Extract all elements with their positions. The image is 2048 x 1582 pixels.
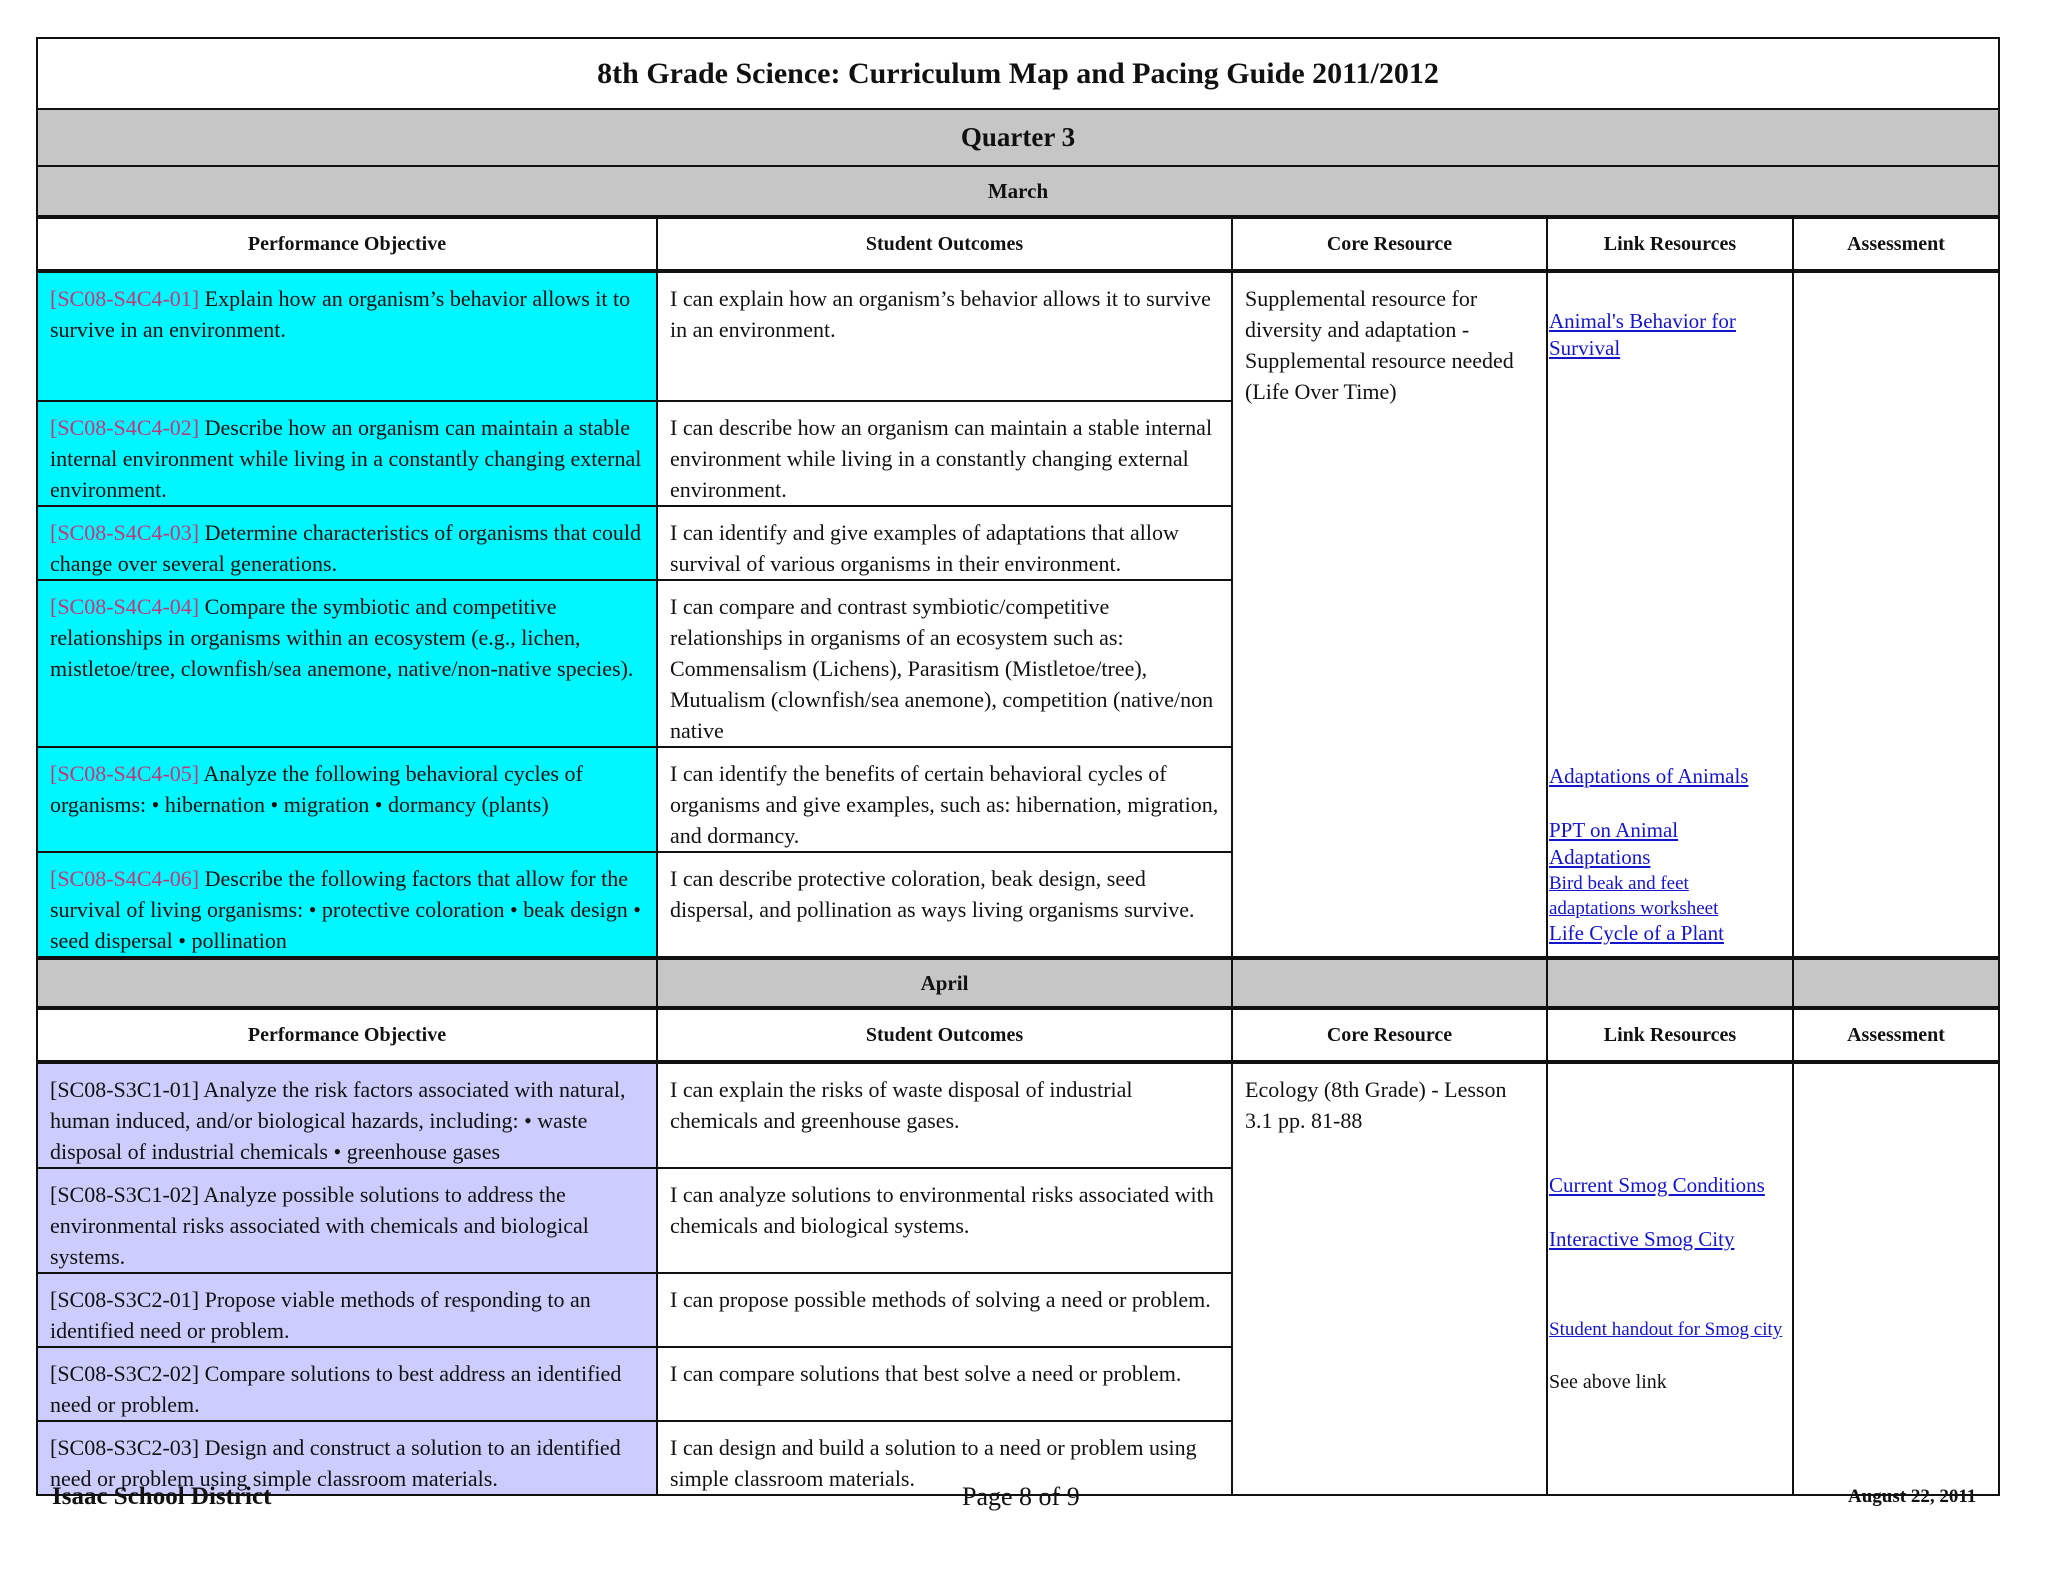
objective-code: [SC08-S4C4-01] bbox=[50, 286, 200, 311]
footer-page-number: Page 8 of 9 bbox=[962, 1482, 1080, 1511]
objective-cell bbox=[37, 852, 657, 958]
header-student-outcomes: Student Outcomes bbox=[657, 1008, 1232, 1062]
objective-text: Describe how an organism can maintain a stable internal environment while living in a constantly changing external environment. bbox=[50, 415, 642, 502]
header-performance-objective: Performance Objective bbox=[37, 1008, 657, 1062]
column-header-row bbox=[37, 217, 1999, 271]
month-heading-march: March bbox=[37, 166, 1999, 217]
header-performance-objective: Performance Objective bbox=[37, 217, 657, 271]
curriculum-table bbox=[36, 37, 2000, 1496]
outcome-cell: I can identify and give examples of adaptations that allow survival of various organisms in their environment. bbox=[657, 506, 1232, 580]
column-header-row bbox=[37, 1008, 1999, 1062]
link-student-handout-smog[interactable]: Student handout for Smog city bbox=[1549, 1319, 1783, 1340]
objective-cell bbox=[37, 747, 657, 852]
header-student-outcomes: Student Outcomes bbox=[657, 217, 1232, 271]
quarter-heading: Quarter 3 bbox=[37, 109, 1999, 166]
outcome-cell: I can analyze solutions to environmental risks associated with chemicals and biological systems. bbox=[657, 1168, 1232, 1273]
curriculum-sheet bbox=[36, 37, 1998, 1496]
objective-cell: [SC08-S3C2-03] Design and construct a solution to an identified need or problem using simple classroom materials. bbox=[37, 1421, 657, 1495]
link-adaptations-of-animals[interactable]: Adaptations of Animals bbox=[1549, 764, 1749, 788]
outcome-cell: I can design and build a solution to a need or problem using simple classroom materials. bbox=[657, 1421, 1232, 1495]
outcome-cell: I can explain how an organism’s behavior allows it to survive in an environment. bbox=[657, 271, 1232, 401]
objective-cell: [SC08-S3C2-01] Propose viable methods of responding to an identified need or problem. bbox=[37, 1273, 657, 1347]
link-interactive-smog-city[interactable]: Interactive Smog City bbox=[1549, 1227, 1735, 1251]
objective-text: Determine characteristics of organisms that could change over several generations. bbox=[50, 520, 642, 576]
outcome-cell: I can explain the risks of waste disposal of industrial chemicals and greenhouse gases. bbox=[657, 1062, 1232, 1168]
link-resources-april bbox=[1547, 1062, 1793, 1495]
link-ppt-animal-adaptations[interactable]: PPT on Animal Adaptations bbox=[1549, 818, 1679, 869]
header-core-resource: Core Resource bbox=[1232, 1008, 1547, 1062]
objective-cell bbox=[37, 506, 657, 580]
outcome-cell: I can compare and contrast symbiotic/competitive relationships in organisms of an ecosystem such as: Commensalism (Lichens), Parasitism (Mistletoe/tree), Mutualism (clownfish/sea anemone), competition (native/non native bbox=[657, 580, 1232, 747]
table-row bbox=[37, 271, 1999, 401]
outcome-cell: I can propose possible methods of solving a need or problem. bbox=[657, 1273, 1232, 1347]
month-bar-april bbox=[37, 958, 1999, 1008]
objective-text: Explain how an organism’s behavior allows it to survive in an environment. bbox=[50, 286, 631, 342]
objective-cell bbox=[37, 401, 657, 506]
header-link-resources: Link Resources bbox=[1547, 1008, 1793, 1062]
outcome-cell: I can compare solutions that best solve a need or problem. bbox=[657, 1347, 1232, 1421]
objective-code: [SC08-S4C4-06] bbox=[50, 866, 200, 891]
objective-code: [SC08-S4C4-04] bbox=[50, 594, 200, 619]
link-bird-beak-worksheet[interactable]: Bird beak and feet adaptations worksheet bbox=[1549, 873, 1719, 919]
link-current-smog-conditions[interactable]: Current Smog Conditions bbox=[1549, 1173, 1765, 1197]
page-title: 8th Grade Science: Curriculum Map and Pacing Guide 2011/2012 bbox=[37, 38, 1999, 109]
objective-cell: [SC08-S3C2-02] Compare solutions to best address an identified need or problem. bbox=[37, 1347, 657, 1421]
link-animals-behavior[interactable]: Animal's Behavior for Survival bbox=[1549, 309, 1736, 360]
footer-district: Isaac School District bbox=[52, 1483, 272, 1510]
see-above-note: See above link bbox=[1549, 1371, 1667, 1393]
table-row bbox=[37, 1062, 1999, 1168]
outcome-cell: I can identify the benefits of certain behavioral cycles of organisms and give examples, such as: hibernation, migration, and dormancy. bbox=[657, 747, 1232, 852]
objective-code: [SC08-S4C4-03] bbox=[50, 520, 200, 545]
outcome-cell: I can describe protective coloration, beak design, seed dispersal, and pollination as ways living organisms survive. bbox=[657, 852, 1232, 958]
outcome-cell: I can describe how an organism can maintain a stable internal environment while living in a constantly changing external environment. bbox=[657, 401, 1232, 506]
objective-cell bbox=[37, 271, 657, 401]
header-assessment: Assessment bbox=[1793, 217, 1999, 271]
link-life-cycle-plant[interactable]: Life Cycle of a Plant bbox=[1549, 921, 1724, 945]
objective-text: Describe the following factors that allow for the survival of living organisms: • protective coloration • beak design • seed dispersal • pollination bbox=[50, 866, 641, 953]
header-core-resource: Core Resource bbox=[1232, 217, 1547, 271]
month-heading-april: April bbox=[657, 958, 1232, 1008]
header-assessment: Assessment bbox=[1793, 1008, 1999, 1062]
objective-code: [SC08-S4C4-05] bbox=[50, 761, 200, 786]
assessment-march bbox=[1793, 271, 1999, 958]
objective-text: Compare the symbiotic and competitive relationships in organisms within an ecosystem (e.g., lichen, mistletoe/tree, clownfish/sea anemone, native/non-native species). bbox=[50, 594, 634, 681]
core-resource-april: Ecology (8th Grade) - Lesson 3.1 pp. 81-88 bbox=[1232, 1062, 1547, 1495]
assessment-april bbox=[1793, 1062, 1999, 1495]
objective-cell: [SC08-S3C1-01] Analyze the risk factors associated with natural, human induced, and/or biological hazards, including: • waste disposal of industrial chemicals • greenhouse gases bbox=[37, 1062, 657, 1168]
header-link-resources: Link Resources bbox=[1547, 217, 1793, 271]
link-resources-march bbox=[1547, 271, 1793, 958]
objective-cell: [SC08-S3C1-02] Analyze possible solutions to address the environmental risks associated with chemicals and biological systems. bbox=[37, 1168, 657, 1273]
objective-cell bbox=[37, 580, 657, 747]
objective-code: [SC08-S4C4-02] bbox=[50, 415, 200, 440]
objective-text: Analyze the following behavioral cycles of organisms: • hibernation • migration • dormancy (plants) bbox=[50, 761, 583, 817]
footer-date: August 22, 2011 bbox=[1848, 1486, 1977, 1507]
core-resource-march: Supplemental resource for diversity and adaptation - Supplemental resource needed (Life Over Time) bbox=[1232, 271, 1547, 958]
